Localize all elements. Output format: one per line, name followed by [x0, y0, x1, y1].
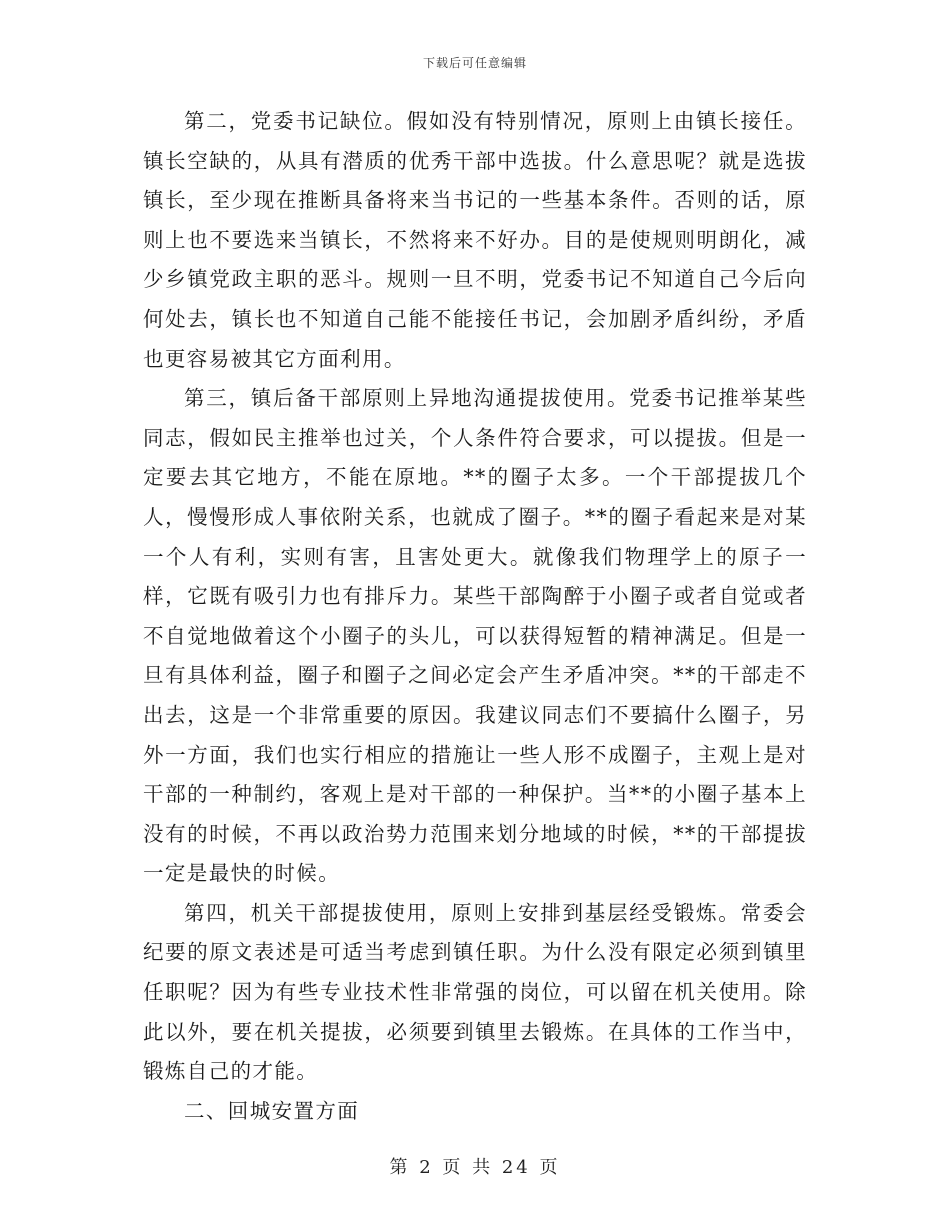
page-number-footer: 第 2 页 共 24 页 [389, 1157, 561, 1178]
document-body [143, 102, 807, 1131]
paragraph-second-point: 第二，党委书记缺位。假如没有特别情况，原则上由镇长接任。镇长空缺的，从具有潜质的优秀干部中选拔。什么意思呢？就是选拔镇长，至少现在推断具备将来当书记的一些基本条件。否则的话，原则上也不要选来当镇长，不然将来不好办。目的是使规则明朗化，减少乡镇党政主职的恶斗。规则一旦不明，党委书记不知道自己今后向何处去，镇长也不知道自己能不能接任书记，会加剧矛盾纠纷，矛盾也更容易被其它方面利用。 [143, 109, 807, 371]
paragraph-fourth-point: 第四，机关干部提拔使用，原则上安排到基层经受锻炼。常委会纪要的原文表述是可适当考虑到镇任职。为什么没有限定必须到镇里任职呢？因为有些专业技术性非常强的岗位，可以留在机关使用。除此以外，要在机关提拔，必须要到镇里去锻炼。在具体的工作当中，锻炼自己的才能。 [143, 900, 807, 1084]
page-header: 下载后可任意编辑 [422, 56, 527, 70]
section-heading-return-placement: 二、回城安置方面 [184, 1098, 360, 1123]
paragraph-third-point: 第三，镇后备干部原则上异地沟通提拔使用。党委书记推举某些同志，假如民主推举也过关，个人条件符合要求，可以提拔。但是一定要去其它地方，不能在原地。**的圈子太多。一个干部提拔几个人，慢慢形成人事依附关系，也就成了圈子。**的圈子看起来是对某一个人有利，实则有害，且害处更大。就像我们物理学上的原子一样，它既有吸引力也有排斥力。某些干部陶醉于小圈子或者自觉或者不自觉地做着这个小圈子的头儿，可以获得短暂的精神满足。但是一旦有具体利益，圈子和圈子之间必定会产生矛盾冲突。**的干部走不出去，这是一个非常重要的原因。我建议同志们不要搞什么圈子，另外一方面，我们也实行相应的措施让一些人形不成圈子，主观上是对干部的一种制约，客观上是对干部的一种保护。当**的小圈子基本上没有的时候，不再以政治势力范围来划分地域的时候，**的干部提拔一定是最快的时候。 [143, 386, 807, 886]
